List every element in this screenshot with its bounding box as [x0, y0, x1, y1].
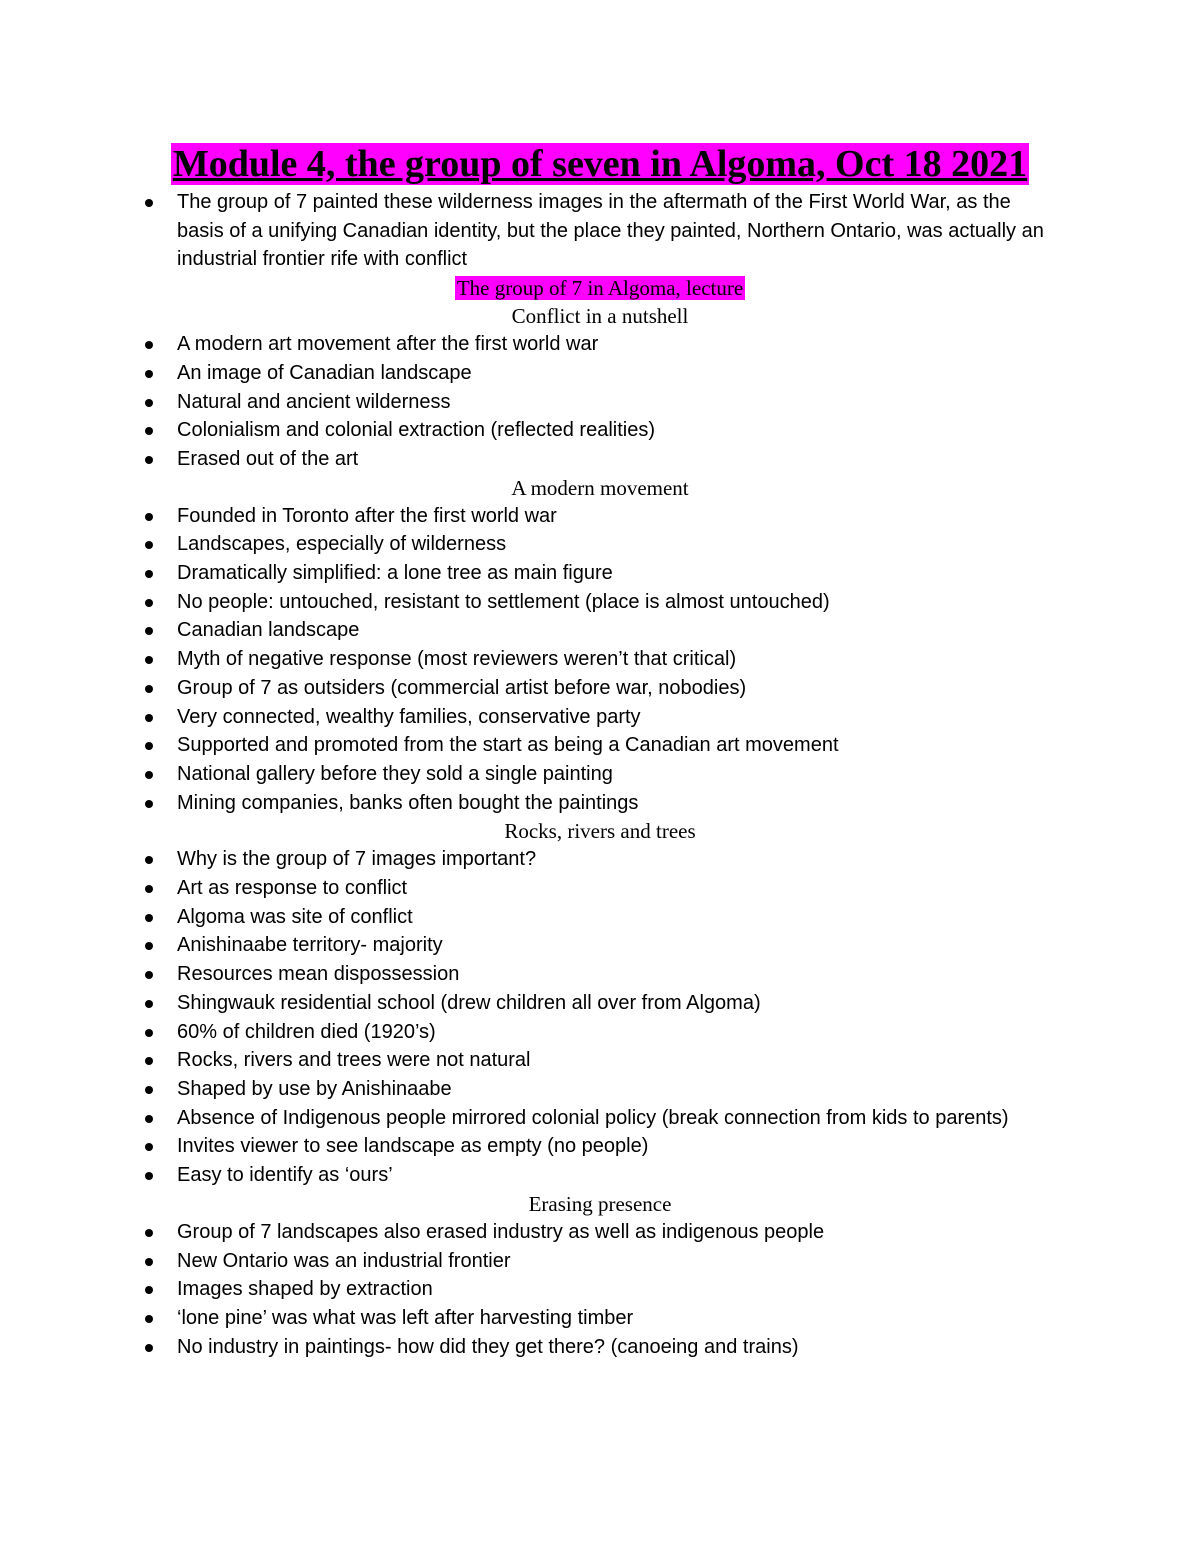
bullet-text: Founded in Toronto after the first world war	[177, 504, 557, 527]
bullet-text: Images shaped by extraction	[177, 1278, 433, 1301]
bullet-text: Mining companies, banks often bought the paintings	[177, 791, 639, 814]
section-heading-line	[0, 817, 1200, 845]
bullet-dot-icon	[145, 742, 153, 750]
bullet-text: Group of 7 as outsiders (commercial artist before war, nobodies)	[177, 676, 747, 699]
bullet-text: National gallery before they sold a single painting	[177, 762, 613, 785]
bullet-dot-icon	[145, 370, 153, 378]
bullet-text: Canadian landscape	[177, 619, 360, 642]
bullet-text: Invites viewer to see landscape as empty (no people)	[177, 1135, 649, 1158]
bullet-dot-icon	[145, 427, 153, 435]
bullet-dot-icon	[145, 656, 153, 664]
bullet-dot-icon	[145, 341, 153, 349]
bullet-text: Anishinaabe territory- majority	[177, 934, 443, 957]
bullet-item	[177, 903, 1047, 932]
bullet-item	[177, 502, 1047, 531]
bullet-text: Dramatically simplified: a lone tree as main figure	[177, 562, 613, 585]
bullet-dot-icon	[145, 800, 153, 808]
bullet-dot-icon	[145, 885, 153, 893]
lecture-heading-line	[0, 274, 1200, 302]
bullet-item	[177, 1247, 1047, 1276]
bullet-text: Art as response to conflict	[177, 877, 408, 900]
bullet-dot-icon	[145, 1029, 153, 1037]
bullet-dot-icon	[145, 570, 153, 578]
title-line	[0, 140, 1200, 188]
bullet-item	[177, 588, 1047, 617]
bullet-item	[177, 359, 1047, 388]
bullet-dot-icon	[145, 856, 153, 864]
bullet-text: Resources mean dispossession	[177, 963, 460, 986]
bullet-text: Colonialism and colonial extraction (reflected realities)	[177, 419, 655, 442]
bullet-dot-icon	[145, 1143, 153, 1151]
bullet-dot-icon	[145, 942, 153, 950]
bullet-text: Natural and ancient wilderness	[177, 390, 451, 413]
bullet-item	[177, 1104, 1047, 1133]
bullet-dot-icon	[145, 399, 153, 407]
bullet-item	[177, 416, 1047, 445]
bullet-text: ‘lone pine’ was what was left after harvesting timber	[177, 1306, 634, 1329]
section-bullet-list	[0, 845, 1200, 1189]
bullet-text: Why is the group of 7 images important?	[177, 848, 537, 871]
document-page	[0, 140, 1200, 1361]
bullet-dot-icon	[145, 914, 153, 922]
bullet-item	[177, 789, 1047, 818]
bullet-text: Easy to identify as ‘ours’	[177, 1164, 393, 1187]
bullet-dot-icon	[145, 1344, 153, 1352]
bullet-dot-icon	[145, 599, 153, 607]
bullet-dot-icon	[145, 1057, 153, 1065]
bullet-text: An image of Canadian landscape	[177, 361, 472, 384]
bullet-item	[177, 330, 1047, 359]
bullet-dot-icon	[145, 627, 153, 635]
bullet-dot-icon	[145, 1315, 153, 1323]
section-heading: Erasing presence	[528, 1191, 672, 1216]
bullet-item	[177, 616, 1047, 645]
bullet-text: Algoma was site of conflict	[177, 905, 413, 928]
bullet-dot-icon	[145, 541, 153, 549]
bullet-item	[177, 760, 1047, 789]
bullet-item	[177, 1046, 1047, 1075]
bullet-item	[177, 1161, 1047, 1190]
bullet-item	[177, 388, 1047, 417]
bullet-text: The group of 7 painted these wilderness images in the aftermath of the First World War, as the basis of a unifying Canadian identity, but the place they painted, Northern Ontario, was actually an industrial frontier rife with conflict	[177, 191, 1044, 271]
bullet-item	[177, 1275, 1047, 1304]
bullet-text: Supported and promoted from the start as being a Canadian art movement	[177, 734, 839, 757]
bullet-item	[177, 445, 1047, 474]
bullet-dot-icon	[145, 1229, 153, 1237]
bullet-text: Absence of Indigenous people mirrored colonial policy (break connection from kids to parents)	[177, 1106, 1009, 1129]
bullet-item	[177, 530, 1047, 559]
bullet-text: Very connected, wealthy families, conservative party	[177, 705, 641, 728]
bullet-dot-icon	[145, 1258, 153, 1266]
bullet-item	[177, 931, 1047, 960]
bullet-text: Landscapes, especially of wilderness	[177, 533, 507, 556]
section-bullet-list	[0, 502, 1200, 818]
bullet-item	[177, 1132, 1047, 1161]
bullet-item	[177, 1075, 1047, 1104]
bullet-dot-icon	[145, 1000, 153, 1008]
document-title: Module 4, the group of seven in Algoma, Oct 18 2021	[172, 143, 1028, 185]
bullet-dot-icon	[145, 771, 153, 779]
bullet-dot-icon	[145, 1086, 153, 1094]
bullet-text: Group of 7 landscapes also erased industry as well as indigenous people	[177, 1220, 825, 1243]
bullet-text: New Ontario was an industrial frontier	[177, 1249, 511, 1272]
section-bullet-list	[0, 330, 1200, 474]
bullet-item	[177, 703, 1047, 732]
bullet-text: No industry in paintings- how did they get there? (canoeing and trains)	[177, 1335, 799, 1358]
section-heading-line	[0, 302, 1200, 330]
bullet-text: Shaped by use by Anishinaabe	[177, 1077, 452, 1100]
bullet-dot-icon	[145, 971, 153, 979]
bullet-text: Erased out of the art	[177, 447, 359, 470]
bullet-dot-icon	[145, 714, 153, 722]
bullet-item	[177, 731, 1047, 760]
bullet-dot-icon	[145, 456, 153, 464]
bullet-text: Myth of negative response (most reviewers weren’t that critical)	[177, 648, 737, 671]
bullet-dot-icon	[145, 199, 153, 207]
bullet-text: No people: untouched, resistant to settlement (place is almost untouched)	[177, 590, 830, 613]
section-heading-line	[0, 474, 1200, 502]
bullet-item	[177, 960, 1047, 989]
bullet-dot-icon	[145, 1286, 153, 1294]
bullet-text: 60% of children died (1920’s)	[177, 1020, 436, 1043]
bullet-item	[177, 188, 1047, 274]
bullet-text: Rocks, rivers and trees were not natural	[177, 1049, 531, 1072]
sections-container	[0, 302, 1200, 1361]
section-heading: A modern movement	[511, 475, 689, 500]
section-heading: Rocks, rivers and trees	[504, 819, 696, 844]
section-heading: Conflict in a nutshell	[511, 304, 689, 329]
bullet-item	[177, 559, 1047, 588]
bullet-item	[177, 1018, 1047, 1047]
bullet-item	[177, 1218, 1047, 1247]
bullet-item	[177, 845, 1047, 874]
bullet-item	[177, 1304, 1047, 1333]
bullet-dot-icon	[145, 513, 153, 521]
bullet-text: A modern art movement after the first world war	[177, 333, 599, 356]
bullet-item	[177, 989, 1047, 1018]
intro-bullet-list	[0, 188, 1200, 274]
bullet-text: Shingwauk residential school (drew children all over from Algoma)	[177, 991, 761, 1014]
bullet-dot-icon	[145, 685, 153, 693]
bullet-item	[177, 1333, 1047, 1362]
bullet-dot-icon	[145, 1172, 153, 1180]
lecture-heading: The group of 7 in Algoma, lecture	[456, 276, 744, 301]
bullet-dot-icon	[145, 1115, 153, 1123]
bullet-item	[177, 674, 1047, 703]
bullet-item	[177, 874, 1047, 903]
bullet-item	[177, 645, 1047, 674]
section-heading-line	[0, 1190, 1200, 1218]
section-bullet-list	[0, 1218, 1200, 1362]
